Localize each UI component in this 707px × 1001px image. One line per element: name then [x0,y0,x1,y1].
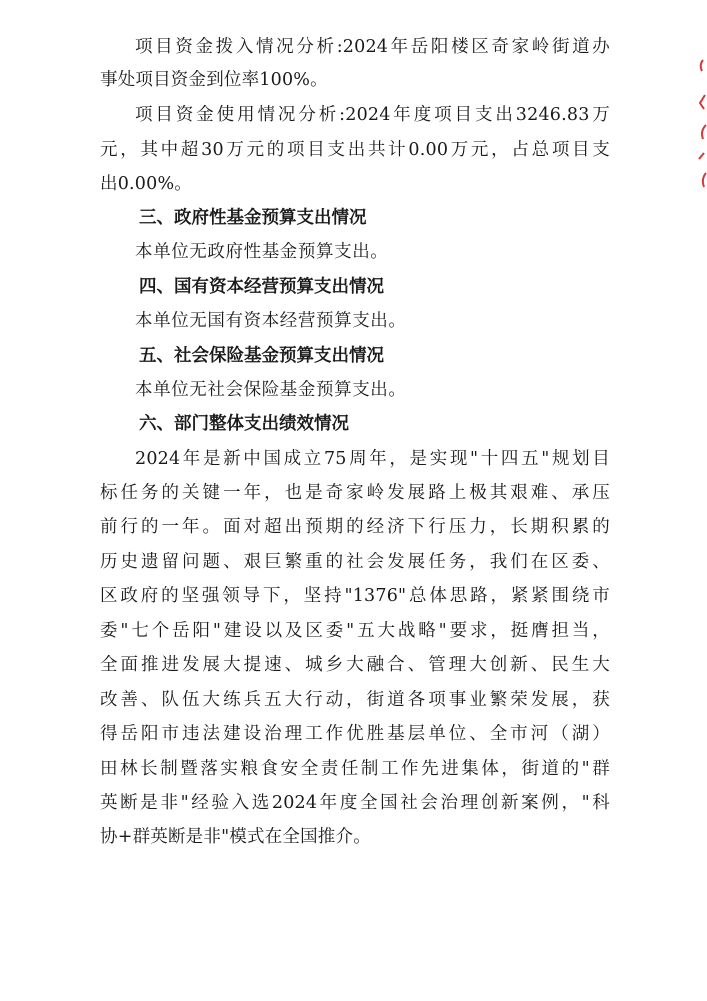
paragraph-3-line-8: 改善、队伍大练兵五大行动，街道各项事业繁荣发展，获 [100,690,610,710]
section-text-3: 本单位无政府性基金预算支出。 [135,242,389,262]
paragraph-3-line-3: 前行的一年。面对超出预期的经济下行压力，长期积累的 [100,517,610,537]
seal-edge-mark [693,55,707,195]
paragraph-3-line-7: 全面推进发展大提速、城乡大融合、管理大创新、民生大 [100,655,610,675]
section-heading-3: 三、政府性基金预算支出情况 [139,208,367,228]
paragraph-3-line-10: 田林长制暨落实粮食安全责任制工作先进集体，街道的"群 [100,759,610,779]
paragraph-1-line-2: 事处项目资金到位率100%。 [100,70,328,90]
paragraph-3-line-11: 英断是非"经验入选2024年度全国社会治理创新案例，"科 [100,793,610,813]
section-text-4: 本单位无国有资本经营预算支出。 [135,311,407,331]
section-heading-6: 六、部门整体支出绩效情况 [139,414,349,434]
paragraph-2-line-3: 出0.00%。 [100,174,192,194]
section-text-5: 本单位无社会保险基金预算支出。 [135,380,407,400]
section-heading-4: 四、国有资本经营预算支出情况 [139,277,384,297]
paragraph-2-line-2: 元，其中超30万元的项目支出共计0.00万元，占总项目支 [100,140,610,160]
paragraph-3-line-4: 历史遗留问题、艰巨繁重的社会发展任务，我们在区委、 [100,552,610,572]
paragraph-3-line-9: 得岳阳市违法建设治理工作优胜基层单位、全市河（湖） [100,724,610,744]
paragraph-3-line-6: 委"七个岳阳"建设以及区委"五大战略"要求，挺膺担当， [100,621,610,641]
paragraph-3-line-12: 协+群英断是非"模式在全国推介。 [100,827,371,847]
paragraph-3-line-2: 标任务的关键一年，也是奇家岭发展路上极其艰难、承压 [100,483,610,503]
paragraph-3-line-5: 区政府的坚强领导下，坚持"1376"总体思路，紧紧围绕市 [100,586,610,606]
section-heading-5: 五、社会保险基金预算支出情况 [139,346,384,366]
paragraph-3-line-1: 2024年是新中国成立75周年，是实现"十四五"规划目 [135,449,610,469]
paragraph-2-line-1: 项目资金使用情况分析:2024年度项目支出3246.83万 [135,105,610,125]
paragraph-1-line-1: 项目资金拨入情况分析:2024年岳阳楼区奇家岭街道办 [135,37,610,57]
